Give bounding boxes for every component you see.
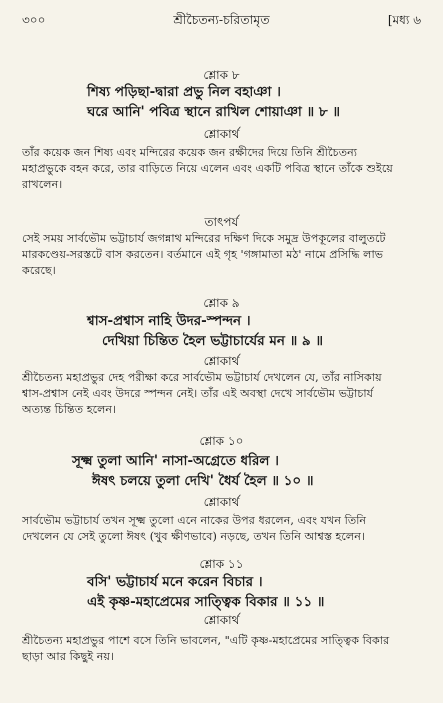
paragraph-line: শ্রীচৈতন্য মহাপ্রভুর পাশে বসে তিনি ভাবলেন, "এটি কৃষ্ণ-মহাপ্রেমের সাত্ত্বিক বিকার <box>22 634 390 647</box>
verse-block <box>22 82 421 122</box>
paragraph-line: অত্যন্ত চিন্তিত হলেন। <box>22 403 117 416</box>
verse-line: ঈষৎ চলয়ে তুলা দেখি' ধৈর্য হৈল ॥ ১০ ॥ <box>92 473 314 489</box>
paragraph-line: করেছে। <box>22 264 56 277</box>
verse-line: শিষ্য পড়িছা-দ্বারা প্রভু নিল বহাঞা । <box>87 84 281 100</box>
verse-line: সূক্ষ্ম তুলা আনি' নাসা-অগ্রেতে ধরিল । <box>72 453 279 469</box>
paragraph-line: শ্রীচৈতন্য মহাপ্রভুর দেহ পরীক্ষা করে সার্বভৌম ভট্টাচার্য দেখলেন যে, তাঁর নাসিকায় <box>22 371 382 384</box>
verse-block <box>22 311 421 351</box>
paragraph-line: ছাড়া আর কিছুই নয়। <box>22 650 115 663</box>
section-marker: [মধ্য ৬ <box>387 13 421 27</box>
verse-line: ঘরে আনি' পবিত্র স্থানে রাখিল শোয়াঞা ॥ ৮ ॥ <box>87 104 340 120</box>
section-label: শ্লোক ১১ <box>199 557 244 571</box>
section-label: শ্লোকার্থ <box>203 127 240 141</box>
paragraph-line: শ্বাস-প্রশ্বাস নেই এবং উদরে স্পন্দন নেই। তাঁর এই অবস্থা দেখে সার্বভৌম ভট্টাচার্য <box>22 387 374 400</box>
paragraph-line: তাঁর কয়েক জন শিষ্য এবং মন্দিরের কয়েক জন রক্ষীদের দিয়ে তিনি শ্রীচৈতন্য <box>22 146 358 159</box>
paragraph-line: রাখলেন। <box>22 178 63 191</box>
paragraph-line: সার্বভৌম ভট্টাচার্য তখন সূক্ষ্ম তুলো এনে নাকের উপর ধরলেন, এবং যখন তিনি <box>22 514 367 527</box>
section-label: শ্লোক ৮ <box>203 68 240 82</box>
section-label: শ্লোকার্থ <box>203 613 240 627</box>
translation-paragraph <box>22 370 421 418</box>
verse-line: বসি' ভট্টাচার্য মনে করেন বিচার । <box>87 574 263 590</box>
section-label: শ্লোক ৯ <box>203 296 240 310</box>
paragraph-line: দেখলেন যে সেই তুলো ঈষৎ (খুব ক্ষীণভাবে) নড়ছে, তখন তিনি আশ্বস্ত হলেন। <box>22 530 365 543</box>
verse-block <box>22 451 421 491</box>
verse-block <box>22 572 421 612</box>
book-title: শ্রীচৈতন্য-চরিতামৃত <box>173 12 270 27</box>
translation-paragraph <box>22 145 421 193</box>
verse-line: শ্বাস-প্রশ্বাস নাহি উদর-স্পন্দন । <box>87 313 251 329</box>
verse-line: এই কৃষ্ণ-মহাপ্রেমের সাত্ত্বিক বিকার ॥ ১১ ॥ <box>87 594 325 610</box>
page-number: ৩০০ <box>22 13 46 27</box>
page-header <box>22 12 421 32</box>
translation-paragraph <box>22 231 421 279</box>
translation-paragraph <box>22 513 421 545</box>
paragraph-line: সেই সময় সার্বভৌম ভট্টাচার্য জগন্নাথ মন্দিরের দক্ষিণ দিকে সমুদ্র উপকূলের বালুতটে <box>22 232 386 245</box>
section-label: তাৎপর্য <box>204 215 239 229</box>
paragraph-line: মারকণ্ডেয়-সরস্তটে বাস করতেন। বর্তমানে এই গৃহ 'গঙ্গামাতা মঠ' নামে প্রসিদ্ধি লাভ <box>22 248 384 261</box>
paragraph-line: মহাপ্রভুকে বহন করে, তার বাড়িতে নিয়ে এলেন এবং একটি পবিত্র স্থানে তাঁকে শুইয়ে <box>22 162 393 175</box>
section-label: শ্লোকার্থ <box>203 354 240 368</box>
section-label: শ্লোকার্থ <box>203 495 240 509</box>
section-label: শ্লোক ১০ <box>199 434 244 448</box>
verse-line: দেখিয়া চিন্তিত হৈল ভট্টাচার্যের মন ॥ ৯ ॥ <box>102 333 324 349</box>
translation-paragraph <box>22 633 421 665</box>
